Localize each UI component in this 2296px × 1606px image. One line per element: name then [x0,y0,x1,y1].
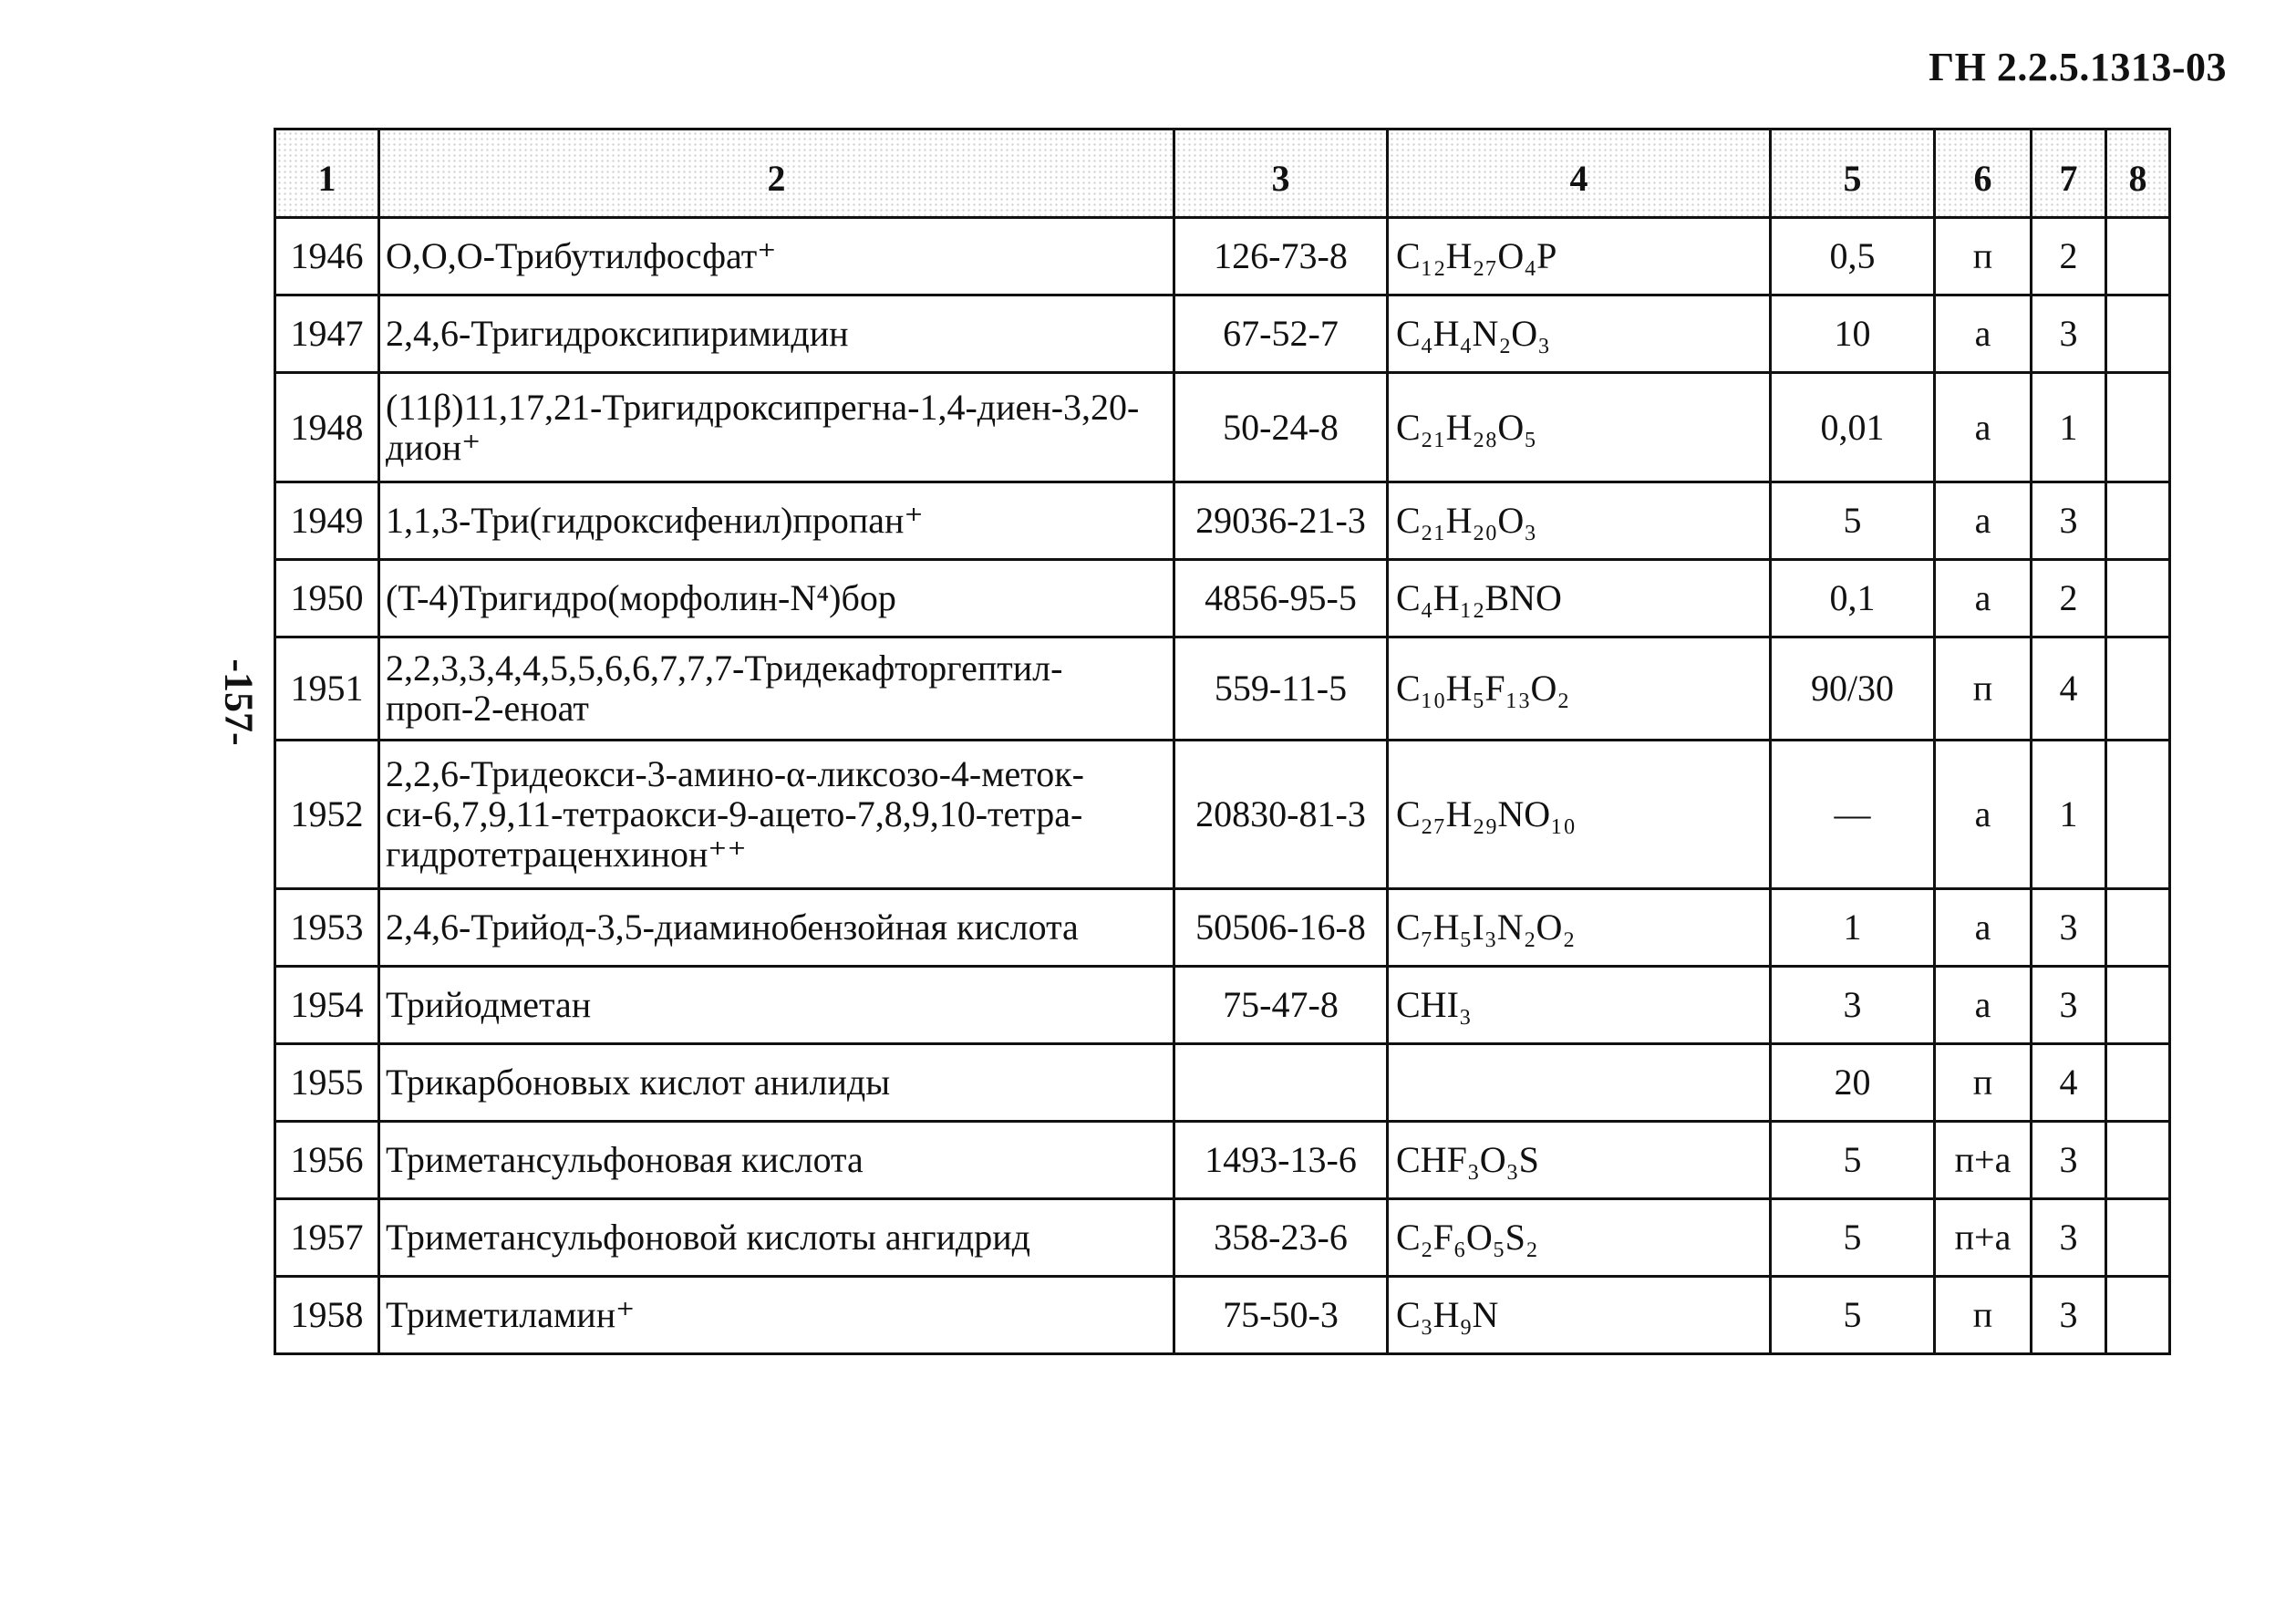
row-number: 1954 [275,967,379,1044]
row-number: 1948 [275,373,379,482]
hazard-class: 4 [2032,1044,2106,1122]
note-cell [2106,218,2170,295]
table-row [275,218,2170,295]
note-cell [2106,741,2170,889]
hazard-class: 1 [2032,741,2106,889]
hazard-class: 3 [2032,295,2106,373]
substance-name: Трикарбоновых кислот анилиды [379,1044,1174,1122]
note-cell [2106,967,2170,1044]
chemical-formula: C₇H₅I₃N₂O₂ [1388,889,1771,967]
note-cell [2106,637,2170,741]
chemical-formula: C₂F₆O₅S₂ [1388,1199,1771,1277]
note-cell [2106,889,2170,967]
hazard-class: 2 [2032,218,2106,295]
substance-name: O,O,O-Трибутилфосфат⁺ [379,218,1174,295]
note-cell [2106,1199,2170,1277]
limit-value: 5 [1771,482,1935,560]
row-number: 1950 [275,560,379,637]
header-col-7: 7 [2032,130,2106,218]
chemical-formula: CHI₃ [1388,967,1771,1044]
chemical-formula: C₃H₉N [1388,1277,1771,1354]
aggregate-state: а [1935,967,2032,1044]
aggregate-state: а [1935,560,2032,637]
limit-value: 3 [1771,967,1935,1044]
limit-value: 5 [1771,1277,1935,1354]
cas-number: 50-24-8 [1174,373,1388,482]
header-col-5: 5 [1771,130,1935,218]
aggregate-state: а [1935,741,2032,889]
limit-value: 0,5 [1771,218,1935,295]
header-col-4: 4 [1388,130,1771,218]
chemical-formula [1388,1044,1771,1122]
aggregate-state: а [1935,889,2032,967]
page-number-text: -157- [216,658,262,746]
table-row [275,889,2170,967]
cas-number: 67-52-7 [1174,295,1388,373]
cas-number: 1493-13-6 [1174,1122,1388,1199]
chemical-formula: C₂₇H₂₉NO₁₀ [1388,741,1771,889]
chemical-formula: C₂₁H₂₀O₃ [1388,482,1771,560]
substance-name: Трийодметан [379,967,1174,1044]
chemical-formula: C₁₀H₅F₁₃O₂ [1388,637,1771,741]
substance-name: (T-4)Тригидро(морфолин-N⁴)бор [379,560,1174,637]
substance-name: Триметансульфоновой кислоты ангидрид [379,1199,1174,1277]
row-number: 1946 [275,218,379,295]
row-number: 1956 [275,1122,379,1199]
cas-number [1174,1044,1388,1122]
hazard-class: 4 [2032,637,2106,741]
cas-number: 50506-16-8 [1174,889,1388,967]
substance-name: 2,2,6-Тридеокси-3-амино-α-ликсозо-4-меток-си-6,7,9,11-тетраокси-9-ацето-7,8,9,10-тетра-гидротетраценхинон⁺⁺ [379,741,1174,889]
aggregate-state: п+а [1935,1122,2032,1199]
hazard-class: 1 [2032,373,2106,482]
hazard-class: 3 [2032,1122,2106,1199]
hazard-class: 3 [2032,967,2106,1044]
limit-value: 5 [1771,1122,1935,1199]
hazard-class: 3 [2032,482,2106,560]
note-cell [2106,1122,2170,1199]
table-row [275,295,2170,373]
aggregate-state: а [1935,295,2032,373]
aggregate-state: п [1935,1277,2032,1354]
substance-name: 2,2,3,3,4,4,5,5,6,6,7,7,7-Тридекафторгептил-проп-2-еноат [379,637,1174,741]
table-header-row [275,130,2170,218]
aggregate-state: а [1935,482,2032,560]
header-col-3: 3 [1174,130,1388,218]
limit-value: 1 [1771,889,1935,967]
table-row [275,482,2170,560]
table-row [275,1122,2170,1199]
limit-value: 90/30 [1771,637,1935,741]
aggregate-state: п [1935,637,2032,741]
aggregate-state: а [1935,373,2032,482]
limit-value: — [1771,741,1935,889]
header-col-6: 6 [1935,130,2032,218]
cas-number: 75-50-3 [1174,1277,1388,1354]
row-number: 1952 [275,741,379,889]
chemical-formula: C₄H₄N₂O₃ [1388,295,1771,373]
cas-number: 20830-81-3 [1174,741,1388,889]
note-cell [2106,482,2170,560]
table-row [275,1044,2170,1122]
row-number: 1957 [275,1199,379,1277]
chemical-formula: C₂₁H₂₈O₅ [1388,373,1771,482]
cas-number: 358-23-6 [1174,1199,1388,1277]
table-row [275,373,2170,482]
note-cell [2106,1277,2170,1354]
substance-name: 2,4,6-Тригидроксипиримидин [379,295,1174,373]
hazard-class: 2 [2032,560,2106,637]
cas-number: 559-11-5 [1174,637,1388,741]
chemical-formula: C₄H₁₂BNO [1388,560,1771,637]
limit-value: 0,1 [1771,560,1935,637]
header-col-1: 1 [275,130,379,218]
table-row [275,1199,2170,1277]
table-row [275,560,2170,637]
row-number: 1958 [275,1277,379,1354]
row-number: 1953 [275,889,379,967]
table-row [275,637,2170,741]
aggregate-state: п+а [1935,1199,2032,1277]
aggregate-state: п [1935,218,2032,295]
chemical-formula: CHF₃O₃S [1388,1122,1771,1199]
substance-name: 2,4,6-Трийод-3,5-диаминобензойная кислота [379,889,1174,967]
chemical-formula: C₁₂H₂₇O₄P [1388,218,1771,295]
hazard-class: 3 [2032,1199,2106,1277]
row-number: 1947 [275,295,379,373]
limit-value: 10 [1771,295,1935,373]
note-cell [2106,560,2170,637]
row-number: 1949 [275,482,379,560]
limit-value: 5 [1771,1199,1935,1277]
hazard-class: 3 [2032,1277,2106,1354]
note-cell [2106,373,2170,482]
row-number: 1951 [275,637,379,741]
hazard-class: 3 [2032,889,2106,967]
document-code: ГН 2.2.5.1313-03 [1929,45,2227,89]
header-col-2: 2 [379,130,1174,218]
row-number: 1955 [275,1044,379,1122]
page-number [212,638,266,766]
cas-number: 4856-95-5 [1174,560,1388,637]
cas-number: 29036-21-3 [1174,482,1388,560]
substance-name: Триметиламин⁺ [379,1277,1174,1354]
substance-name: 1,1,3-Три(гидроксифенил)пропан⁺ [379,482,1174,560]
table-row [275,967,2170,1044]
table-row [275,741,2170,889]
substance-name: (11β)11,17,21-Тригидроксипрегна-1,4-диен-3,20-дион⁺ [379,373,1174,482]
aggregate-state: п [1935,1044,2032,1122]
header-col-8: 8 [2106,130,2170,218]
limit-value: 0,01 [1771,373,1935,482]
cas-number: 75-47-8 [1174,967,1388,1044]
note-cell [2106,295,2170,373]
substance-name: Триметансульфоновая кислота [379,1122,1174,1199]
limit-value: 20 [1771,1044,1935,1122]
cas-number: 126-73-8 [1174,218,1388,295]
table-row [275,1277,2170,1354]
note-cell [2106,1044,2170,1122]
substances-table [274,128,2171,1355]
